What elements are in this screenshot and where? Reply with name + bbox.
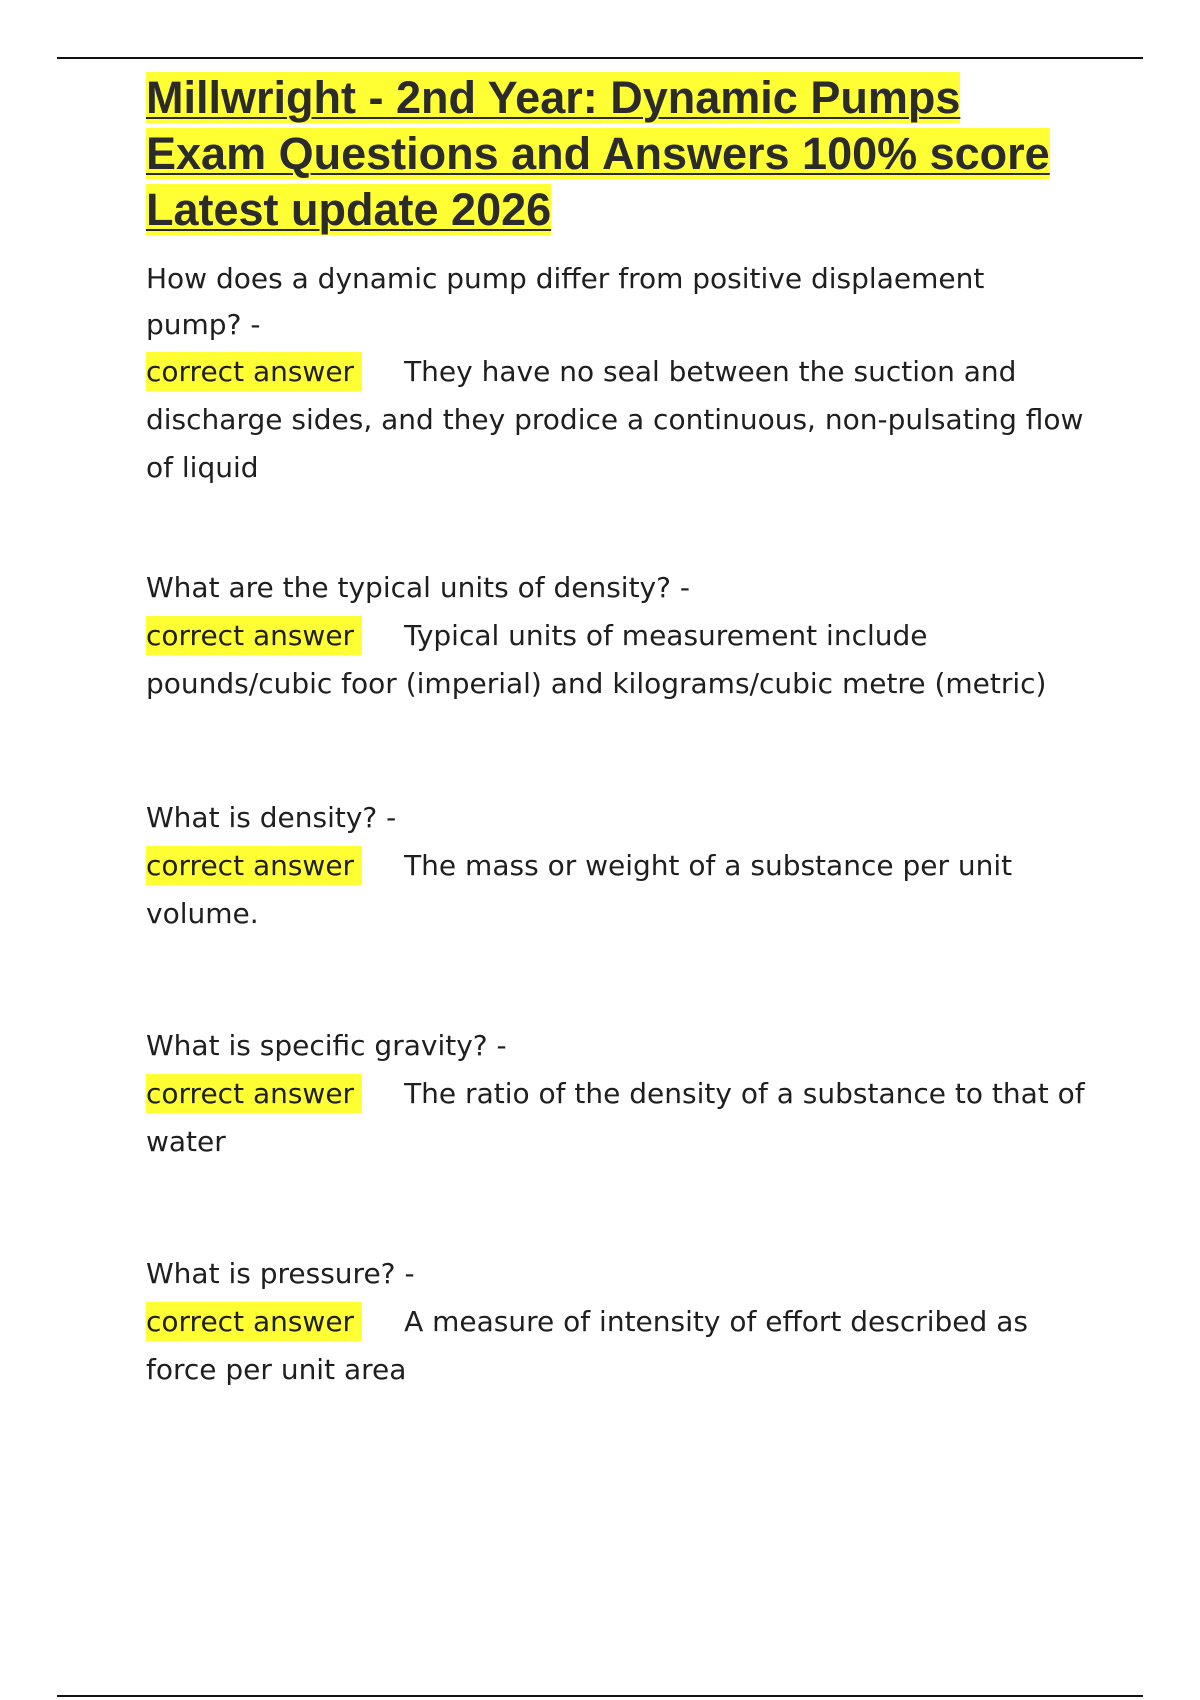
answer-text: Typical units of measurement include pounds/cubic foor (imperial) and kilograms/cubic metre (metric) xyxy=(146,619,1047,700)
correct-answer-label: correct answer xyxy=(146,846,362,885)
document-body xyxy=(146,70,1086,1394)
question-text: What is density? - xyxy=(146,801,397,834)
answer-block xyxy=(146,612,1086,708)
bottom-rule xyxy=(57,1695,1143,1697)
answer-text: A measure of intensity of effort described as force per unit area xyxy=(146,1305,1028,1386)
correct-answer-label: correct answer xyxy=(146,1074,362,1113)
question-text: What is pressure? - xyxy=(146,1257,415,1290)
answer-block xyxy=(146,1298,1086,1394)
question-text: What is specific gravity? - xyxy=(146,1029,507,1062)
question-text: What are the typical units of density? - xyxy=(146,571,690,604)
qa-item xyxy=(146,1022,1086,1166)
answer-block xyxy=(146,842,1086,938)
answer-text: They have no seal between the suction and discharge sides, and they prodice a continuous, non-pulsating flow of liquid xyxy=(146,355,1084,484)
answer-block xyxy=(146,348,1086,492)
qa-item xyxy=(146,1250,1086,1394)
top-rule xyxy=(57,57,1143,59)
correct-answer-label: correct answer xyxy=(146,616,362,655)
qa-item xyxy=(146,564,1086,708)
qa-item xyxy=(146,794,1086,938)
qa-item xyxy=(146,256,1086,492)
correct-answer-label: correct answer xyxy=(146,352,362,391)
answer-block xyxy=(146,1070,1086,1166)
document-title: Millwright - 2nd Year: Dynamic Pumps Exam Questions and Answers 100% score Latest update 2026 xyxy=(146,72,1050,235)
answer-text: The ratio of the density of a substance to that of water xyxy=(146,1077,1085,1158)
answer-text: The mass or weight of a substance per unit volume. xyxy=(146,849,1013,930)
question-text: How does a dynamic pump differ from positive displaement pump? - xyxy=(146,262,985,341)
correct-answer-label: correct answer xyxy=(146,1302,362,1341)
